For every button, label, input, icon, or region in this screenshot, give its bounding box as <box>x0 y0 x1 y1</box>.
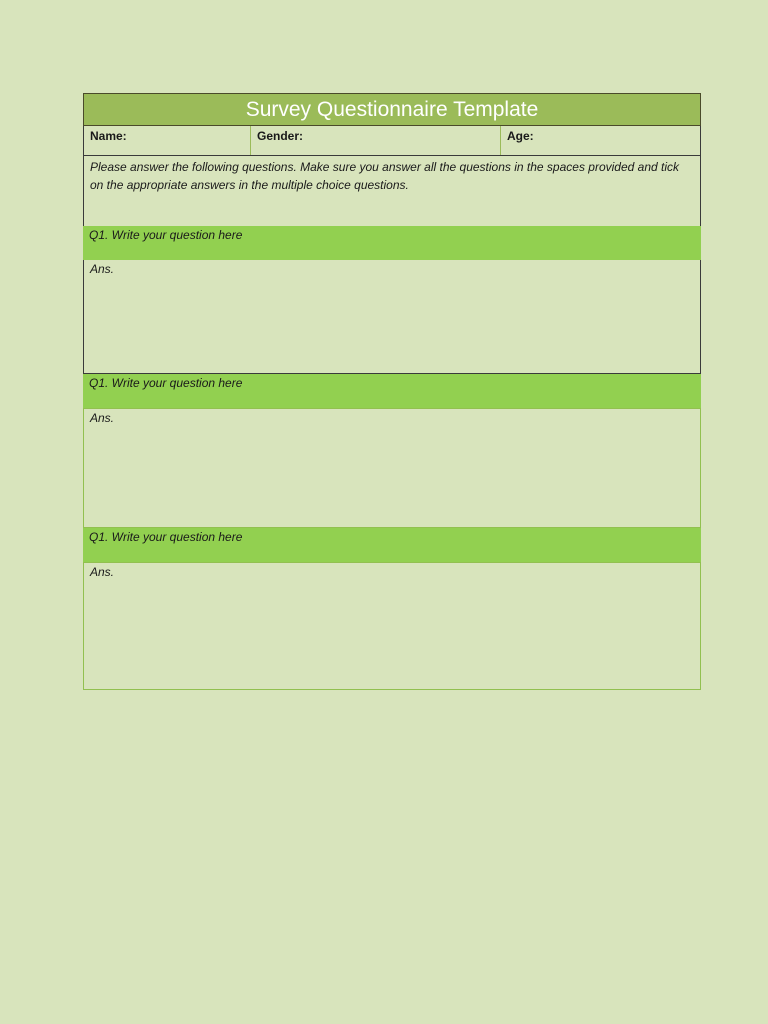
answer-2-field[interactable] <box>83 408 701 528</box>
answer-3-field[interactable] <box>83 562 701 690</box>
age-label: Age: <box>507 129 534 143</box>
respondent-info-row <box>83 126 701 156</box>
question-3: Q1. Write your question here <box>83 528 701 562</box>
answer-1-field[interactable] <box>83 260 701 374</box>
age-field[interactable] <box>501 126 700 155</box>
name-field[interactable] <box>84 126 251 155</box>
answer-2-label: Ans. <box>90 411 115 425</box>
gender-label: Gender: <box>257 129 304 143</box>
gender-field[interactable] <box>251 126 501 155</box>
name-label: Name: <box>90 129 127 143</box>
question-1: Q1. Write your question here <box>83 226 701 260</box>
question-2: Q1. Write your question here <box>83 374 701 408</box>
form-title: Survey Questionnaire Template <box>83 93 701 126</box>
instructions-text: Please answer the following questions. Make sure you answer all the questions in the spaces provided and tick on the appropriate answers in the multiple choice questions. <box>83 156 701 226</box>
answer-3-label: Ans. <box>90 565 115 579</box>
survey-form <box>83 93 701 690</box>
answer-1-label: Ans. <box>90 262 115 276</box>
